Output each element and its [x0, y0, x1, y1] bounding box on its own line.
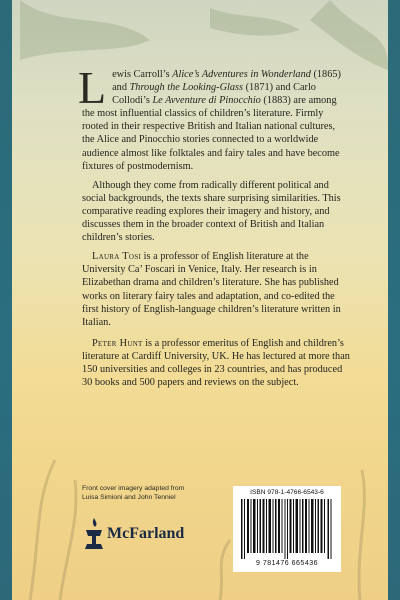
title-looking-glass: Through the Looking-Glass — [129, 82, 244, 94]
blurb-paragraph-2: Although they come from radically different political and social backgrounds, the texts share surprising similarities. This comparative reading explores their imagery and history, and discusses them in the broader context of British and Italian children’s stories. — [82, 179, 341, 244]
author-bio-text: is a professor emeritus of English and children’s literature at Cardiff University, UK. He has lectured at more than 150 universities and colleges in 23 countries, and has produced 30 books and 500 papers and reviews on the subject. — [82, 337, 350, 389]
barcode-digits: 9 781476 665436 — [256, 560, 318, 567]
blurb-paragraph-1 — [78, 62, 350, 173]
publisher-logo — [82, 516, 202, 556]
lamp-icon — [82, 516, 106, 552]
credit-line: Front cover imagery adapted from — [82, 485, 185, 492]
barcode-bars — [241, 499, 333, 559]
blurb-text: (1871) and Carlo Collodi’s — [112, 82, 316, 107]
blurb-text: (1883) are among the most influential classics of children’s literature. Firmly rooted in their respective British and Italian national cultures, the Alice and Pinocchio stories connected to a worldwide audience almost like folktales and fairy tales and have become fixtures of postmodernism. — [82, 95, 340, 172]
blurb-text-block — [78, 62, 350, 397]
author-name: Peter Hunt — [92, 337, 143, 349]
title-pinocchio: Le Avventure di Pinocchio — [152, 95, 261, 107]
author-name: Laura Tosi — [92, 251, 142, 263]
blurb-text: (1865) and — [112, 69, 341, 94]
title-alice: Alice’s Adventures in Wonderland — [172, 69, 311, 80]
publisher-name: McFarland — [107, 525, 185, 542]
drop-cap: L — [78, 62, 107, 113]
cover-image-credit — [82, 484, 222, 502]
author-bio-tosi — [82, 250, 350, 329]
isbn-barcode — [233, 486, 341, 572]
author-bio-text: is a professor of English literature at the University Ca’ Foscari in Venice, Italy. Her research is in Elizabethan drama and children’s literature. She has published works on literary fairy tales and adaptation, and co-edited the first history of English-language children’s literature written in Italian. — [82, 251, 341, 328]
isbn-number: ISBN 978-1-4766-6543-6 — [250, 489, 324, 496]
author-bio-hunt — [82, 337, 350, 389]
credit-line: Luisa Simioni and John Tenniel — [82, 494, 176, 501]
blurb-text: ewis Carroll’s — [112, 69, 173, 80]
